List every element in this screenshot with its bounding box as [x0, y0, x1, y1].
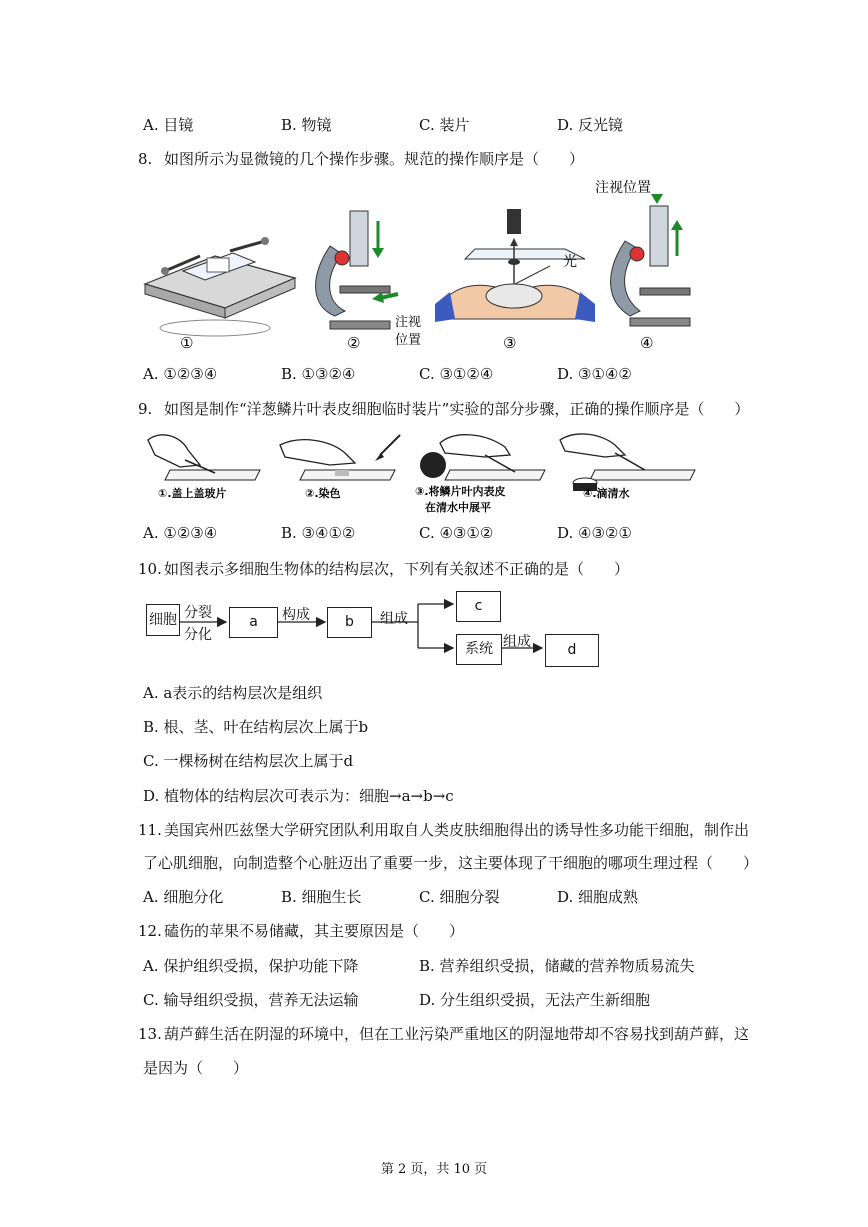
q13-stem-line2: 是因为（ ）	[143, 1059, 249, 1077]
q12-option-b: B. 营养组织受损，储藏的营养物质易流失	[419, 957, 695, 975]
q12-number: 12.	[138, 922, 162, 940]
q8-label-4: ④	[640, 334, 654, 352]
q11-stem-line2: 了心肌细胞，向制造整个心脏迈出了重要一步，这主要体现了干细胞的哪项生理过程（ ）	[143, 854, 759, 872]
q9-caption-3: ③.将鳞片叶内表皮	[415, 485, 506, 498]
q7-option-b: B. 物镜	[281, 116, 332, 134]
q9-caption-3b: 在清水中展平	[425, 501, 491, 514]
q13-stem-text1: 葫芦藓生活在阴湿的环境中，但在工业污染严重地区的阴湿地带却不容易找到葫芦藓，这	[164, 1025, 750, 1043]
q9-option-b: B. ③④①②	[281, 524, 356, 542]
q10-option-a: A. a表示的结构层次是组织	[143, 684, 323, 702]
q8-option-a: A. ①②③④	[143, 365, 218, 383]
q11-option-c: C. 细胞分裂	[419, 888, 500, 906]
q8-note-look-a: 注视	[395, 315, 422, 330]
q8-label-3: ③	[503, 334, 517, 352]
q10-box-b: b	[327, 607, 372, 638]
q11-stem-line1	[138, 819, 749, 840]
q9-option-c: C. ④③①②	[419, 524, 494, 542]
q11-option-b: B. 细胞生长	[281, 888, 362, 906]
q11-number: 11.	[138, 821, 162, 839]
q8-option-d: D. ③①④②	[557, 365, 632, 383]
q11-option-a: A. 细胞分化	[143, 888, 224, 906]
q12-stem-text: 磕伤的苹果不易储藏，其主要原因是（ ）	[164, 922, 465, 940]
q10-option-d: D. 植物体的结构层次可表示为：细胞→a→b→c	[143, 787, 454, 805]
q10-stem	[138, 558, 629, 579]
q9-fig-step1	[148, 435, 260, 500]
q10-label-compose2: 组成	[503, 634, 531, 650]
q9-fig-step4	[560, 434, 695, 500]
q8-label-2: ②	[347, 334, 361, 352]
q9-fig-step3	[415, 435, 545, 514]
q7-option-a: A. 目镜	[143, 116, 194, 134]
q10-label-form: 构成	[282, 607, 310, 623]
q13-stem-line1	[138, 1023, 749, 1044]
q10-box-system: 系统	[456, 634, 502, 665]
q10-box-a: a	[229, 607, 278, 638]
q11-option-d: D. 细胞成熟	[557, 888, 639, 906]
q10-label-differentiate: 分化	[184, 627, 212, 643]
q10-box-c: c	[456, 591, 501, 622]
q9-stem-text: 如图是制作“洋葱鳞片叶表皮细胞临时装片”实验的部分步骤，正确的操作顺序是（ ）	[164, 400, 750, 418]
q8-fig-raising	[595, 180, 690, 326]
q11-stem-text1: 美国宾州匹兹堡大学研究团队利用取自人类皮肤细胞得出的诱导性多功能干细胞，制作出	[164, 821, 750, 839]
q9-number: 9.	[138, 400, 153, 418]
q9-fig-step2	[280, 435, 400, 500]
q10-option-c: C. 一棵杨树在结构层次上属于d	[143, 752, 354, 770]
q9-slide-figure	[140, 425, 700, 515]
q8-stem-text: 如图所示为显微镜的几个操作步骤。规范的操作顺序是（ ）	[164, 150, 585, 168]
q7-option-d: D. 反光镜	[557, 116, 624, 134]
q10-box-cell: 细胞	[146, 604, 180, 636]
q8-option-c: C. ③①②④	[419, 365, 494, 383]
q12-option-a: A. 保护组织受损，保护功能下降	[143, 957, 359, 975]
q10-label-divide: 分裂	[184, 605, 212, 621]
q13-number: 13.	[138, 1025, 162, 1043]
q8-note-look-b: 位置	[395, 333, 422, 348]
q8-number: 8.	[138, 150, 153, 168]
q10-box-d: d	[545, 634, 599, 667]
q10-label-compose1: 组成	[380, 611, 408, 627]
q10-option-b: B. 根、茎、叶在结构层次上属于b	[143, 718, 369, 736]
q9-caption-1: ①.盖上盖玻片	[158, 487, 227, 500]
q9-caption-2: ②.染色	[305, 487, 341, 500]
q12-option-c: C. 输导组织受损，营养无法运输	[143, 991, 359, 1009]
q7-option-c: C. 装片	[419, 116, 470, 134]
q9-stem	[138, 398, 749, 419]
q12-option-d: D. 分生组织受损，无法产生新细胞	[419, 991, 651, 1009]
q9-caption-4: ④.滴清水	[583, 487, 630, 500]
q10-stem-text: 如图表示多细胞生物体的结构层次，下列有关叙述不正确的是（ ）	[164, 560, 630, 578]
q8-stem	[138, 148, 584, 169]
q12-stem	[138, 920, 464, 941]
q10-number: 10.	[138, 560, 162, 578]
q8-fig-lowering	[316, 211, 421, 348]
q8-label-1: ①	[180, 334, 194, 352]
q8-note-top: 注视位置	[595, 180, 651, 196]
q8-microscope-figure	[140, 176, 700, 356]
q8-note-light: 光	[563, 254, 577, 270]
q9-option-d: D. ④③②①	[557, 524, 632, 542]
q8-option-b: B. ①③②④	[281, 365, 356, 383]
q9-option-a: A. ①②③④	[143, 524, 218, 542]
q8-fig-hands	[435, 209, 595, 322]
page-footer: 第 2 页，共 10 页	[380, 1162, 488, 1177]
q8-fig-stage	[145, 237, 295, 336]
